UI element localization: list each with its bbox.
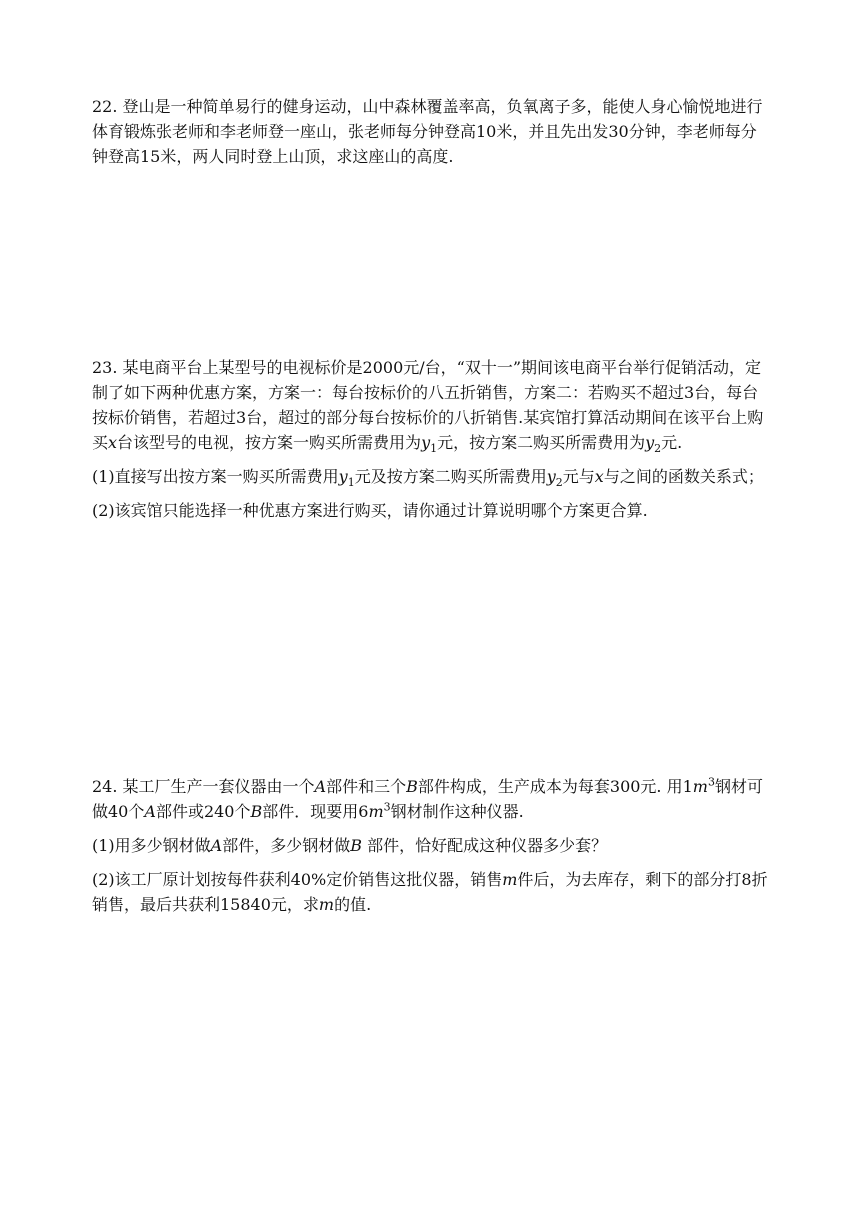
question-24-part-2 <box>92 867 772 917</box>
exponent-3: 3 <box>707 775 715 789</box>
question-23-intro-c: 元，按方案二购买所需费用为 <box>437 433 646 452</box>
subscript-2: 2 <box>555 476 563 490</box>
question-23-part-1 <box>92 464 772 489</box>
question-23-intro-a: 23. 某电商平台上某型号的电视标价是2000元/台，“双十一”期间该电商平台举行促销活动，定制了如下两种优惠方案，方案一：每台按标价的八五折销售，方案二：若购买不超过3台，每台按标价销售，若超过3台，超过的部分每台按标价的八折销售.某宾馆打算活动期间在该平台上购买 <box>92 358 764 452</box>
var-x: x <box>108 433 118 452</box>
question-24-intro-g: 钢材制作这种仪器. <box>390 802 524 821</box>
var-B: B <box>350 836 363 855</box>
part-1-text-b: 部件，多少钢材做 <box>222 836 351 855</box>
var-y: y <box>421 433 431 452</box>
question-24-intro-f: 部件．现要用6 <box>262 802 369 821</box>
var-A: A <box>314 777 327 796</box>
var-A: A <box>144 802 156 821</box>
question-24 <box>92 774 772 926</box>
var-y: y <box>546 467 556 486</box>
part-2-text-b: 件后，为去库存，剩下的部分打8折销售，最后共获利15840元，求 <box>92 870 768 914</box>
question-23-part-2: (2)该宾馆只能选择一种优惠方案进行购买，请你通过计算说明哪个方案更合算. <box>92 501 648 520</box>
question-23-intro <box>92 355 772 455</box>
var-B: B <box>406 777 418 796</box>
part-1-text-c: 元与 <box>562 467 595 486</box>
part-1-text-c: 部件，恰好配成这种仪器多少套？ <box>362 836 608 855</box>
exponent-3: 3 <box>383 800 391 814</box>
var-B: B <box>250 802 263 821</box>
subscript-1: 1 <box>347 476 355 490</box>
question-24-part-1 <box>92 833 772 858</box>
var-m: m <box>692 777 708 796</box>
part-1-text-b: 元及按方案二购买所需费用 <box>354 467 547 486</box>
var-m: m <box>502 870 518 889</box>
question-23-intro-b: 台该型号的电视，按方案一购买所需费用为 <box>117 433 422 452</box>
question-23-intro-d: 元. <box>661 433 683 452</box>
part-1-text-d: 与之间的函数关系式； <box>603 467 764 486</box>
var-y: y <box>645 433 655 452</box>
var-y: y <box>338 467 348 486</box>
part-1-text-a: (1)用多少钢材做 <box>92 836 211 855</box>
subscript-1: 1 <box>430 442 438 456</box>
var-A: A <box>210 836 223 855</box>
question-22 <box>92 94 772 178</box>
question-24-intro-b: 部件和三个 <box>326 777 407 796</box>
var-m: m <box>368 802 384 821</box>
question-24-intro-a: 24. 某工厂生产一套仪器由一个 <box>92 777 315 796</box>
var-m: m <box>318 895 335 914</box>
part-2-text-c: 的值. <box>334 895 372 914</box>
part-1-text-a: (1)直接写出按方案一购买所需费用 <box>92 467 339 486</box>
question-23 <box>92 355 772 532</box>
question-24-intro-d: 钢材可做40个 <box>92 777 763 821</box>
question-24-intro-e: 部件或240个 <box>155 802 251 821</box>
var-x: x <box>594 467 604 486</box>
question-24-intro <box>92 774 772 824</box>
question-22-text: 22. 登山是一种简单易行的健身运动，山中森林覆盖率高，负氧离子多，能使人身心愉悦地进行体育锻炼张老师和李老师登一座山，张老师每分钟登高10米，并且先出发30分钟，李老师每分钟登高15米，两人同时登上山顶，求这座山的高度. <box>92 97 763 166</box>
question-24-intro-c: 部件构成，生产成本为每套300元. 用1 <box>417 777 693 796</box>
part-2-text-a: (2)该工厂原计划按每件获利40%定价销售这批仪器，销售 <box>92 870 503 889</box>
subscript-2: 2 <box>654 442 662 456</box>
